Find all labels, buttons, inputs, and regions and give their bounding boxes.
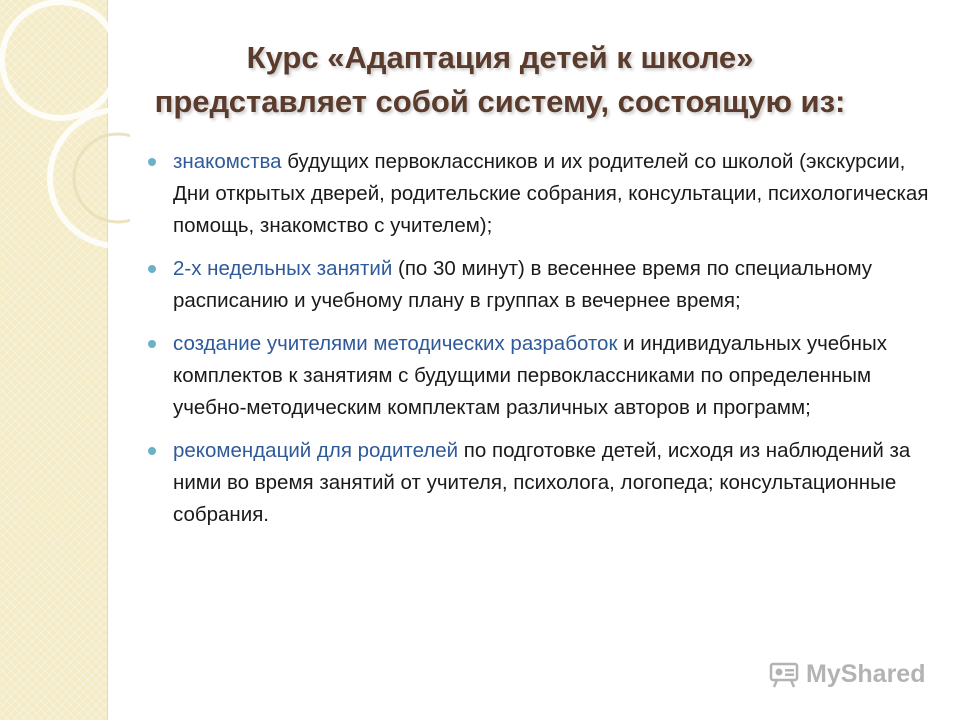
list-item [148, 328, 933, 424]
watermark-logo [768, 656, 925, 692]
item-highlight: создание учителями методических разработок [173, 332, 618, 355]
item-highlight: 2-х недельных занятий [173, 257, 393, 280]
projector-icon [768, 659, 800, 689]
watermark-text: MyShared [806, 659, 926, 688]
list-item [148, 253, 933, 317]
list-item [148, 435, 933, 531]
list-item [148, 146, 933, 242]
item-highlight: рекомендаций для родителей [173, 439, 459, 462]
item-text: будущих первоклассников и их родителей со школой (экскурсии, Дни открытых дверей, родительские собрания, консультации, психологическая помощь, знакомство с учителем); [173, 150, 929, 237]
item-highlight: знакомства [173, 150, 282, 173]
slide-title-line1: Курс «Адаптация детей к школе» [246, 40, 754, 75]
bullet-icon [148, 265, 156, 273]
bullet-icon [148, 340, 156, 348]
slide-title [120, 36, 880, 124]
item-text: (по 30 минут) в весеннее время по специальному расписанию и учебному плану в группах в вечернее время; [173, 257, 873, 312]
item-text: и индивидуальных учебных комплектов к занятиям с будущими первоклассниками по определенным учебно-методическим комплектам различных авторов и программ; [173, 332, 887, 419]
bullet-list [148, 146, 933, 542]
item-text: по подготовке детей, исходя из наблюдений за ними во время занятий от учителя, психолога, логопеда; консультационные собрания. [173, 439, 911, 526]
slide-title-line2: представляет собой систему, состоящую из: [154, 84, 846, 119]
bullet-icon [148, 447, 156, 455]
decorative-circles [0, 0, 130, 300]
bullet-icon [148, 158, 156, 166]
